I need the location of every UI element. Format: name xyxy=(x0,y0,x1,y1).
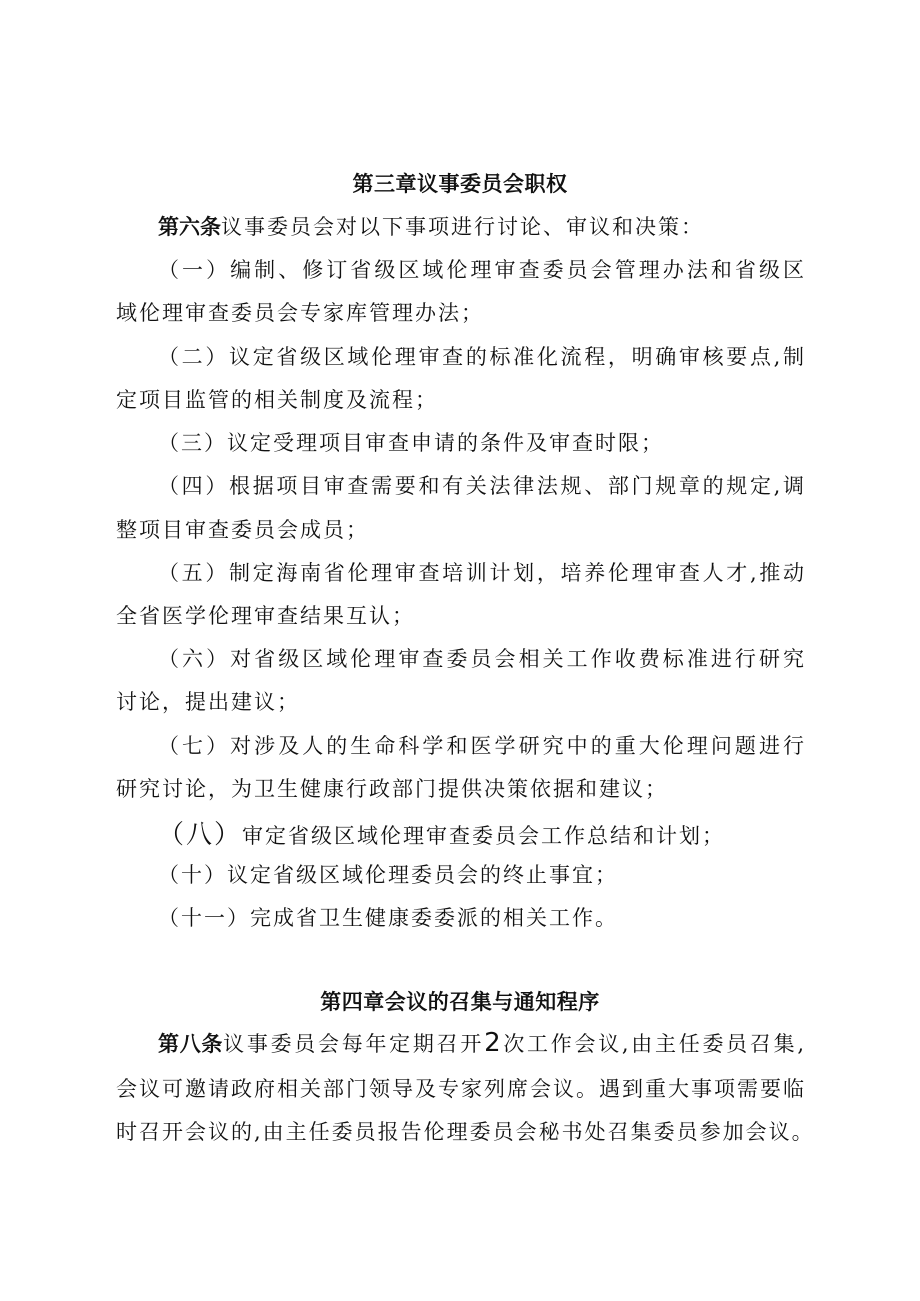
article-6 xyxy=(158,211,704,241)
article-8-text-1: 议事委员会每年定期召开 xyxy=(223,1032,485,1056)
article-6-text: 议事委员会对以下事项进行讨论、审议和决策： xyxy=(221,215,704,239)
item-6-line-2: 讨论，提出建议； xyxy=(116,690,300,714)
item-4-line-2: 整项目审查委员会成员； xyxy=(116,518,369,542)
chapter-4-title: 第四章会议的召集与通知程序 xyxy=(320,990,600,1014)
item-2-line-1: （二）议定省级区域伦理审查的标准化流程，明确审核要点,制 xyxy=(158,345,806,369)
item-10: （十）议定省级区域伦理委员会的终止事宜； xyxy=(158,863,618,887)
item-8-number: （八） xyxy=(158,820,243,850)
item-8 xyxy=(158,814,725,851)
item-1-line-1: （一）编制、修订省级区域伦理审查委员会管理办法和省级区 xyxy=(158,258,806,282)
item-7-line-1: （七）对涉及人的生命科学和医学研究中的重大伦理问题进行 xyxy=(158,734,806,758)
item-5-line-2: 全省医学伦理审查结果互认； xyxy=(116,604,415,628)
chapter-3-title: 第三章议事委员会职权 xyxy=(352,172,568,196)
item-7-line-2: 研究讨论，为卫生健康行政部门提供决策依据和建议； xyxy=(116,777,668,801)
item-6-line-1: （六）对省级区域伦理审查委员会相关工作收费标准进行研究 xyxy=(158,647,806,671)
article-8-line-1 xyxy=(158,1028,806,1058)
article-8-text-2: 次工作会议,由主任委员召集, xyxy=(502,1032,807,1056)
article-8-line-3: 时召开会议的,由主任委员报告伦理委员会秘书处召集委员参加会议。 xyxy=(116,1120,815,1144)
item-11: （十一）完成省卫生健康委委派的相关工作。 xyxy=(158,906,618,930)
item-4-line-1: （四）根据项目审查需要和有关法律法规、部门规章的规定,调 xyxy=(158,474,806,498)
article-8-line-2: 会议可邀请政府相关部门领导及专家列席会议。遇到重大事项需要临 xyxy=(116,1077,806,1101)
item-2-line-2: 定项目监管的相关制度及流程； xyxy=(116,388,438,412)
article-8-count: 2 xyxy=(484,1028,503,1058)
item-8-text: 审定省级区域伦理审查委员会工作总结和计划； xyxy=(242,824,726,848)
item-1-line-2: 域伦理审查委员会专家库管理办法； xyxy=(116,301,484,325)
article-8-lead: 第八条 xyxy=(158,1032,224,1056)
article-6-lead: 第六条 xyxy=(158,215,221,239)
item-3: （三）议定受理项目审查申请的条件及审查时限； xyxy=(158,431,664,455)
item-5-line-1: （五）制定海南省伦理审查培训计划，培养伦理审查人才,推动 xyxy=(158,561,806,585)
